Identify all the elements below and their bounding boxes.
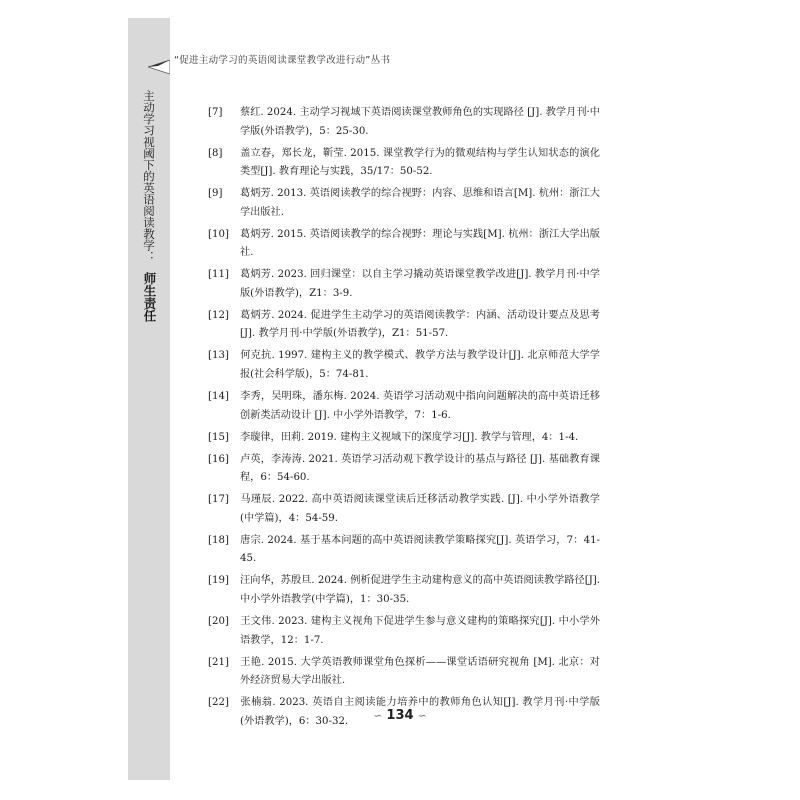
reference-number: [13] bbox=[208, 350, 229, 362]
reference-text: 卢英，李涛涛. 2021. 英语学习活动观下教学设计的基点与路径 [J]. 基础教育课程，6：54-60. bbox=[240, 453, 600, 484]
series-title: “促进主动学习的英语阅读课堂教学改进行动”丛书 bbox=[174, 55, 391, 66]
reference-number: [12] bbox=[208, 309, 229, 321]
reference-item bbox=[208, 429, 600, 448]
book-subtitle: 师生责任 bbox=[142, 272, 157, 323]
sidebar-band bbox=[128, 18, 170, 780]
reference-item bbox=[208, 266, 600, 303]
reference-item bbox=[208, 654, 600, 691]
reference-number: [8] bbox=[208, 147, 223, 159]
page-number-value: 134 bbox=[386, 708, 414, 723]
reference-list bbox=[208, 104, 600, 735]
reference-number: [9] bbox=[208, 188, 223, 200]
reference-item bbox=[208, 307, 600, 344]
reference-item bbox=[208, 451, 600, 488]
reference-item bbox=[208, 491, 600, 528]
reference-item bbox=[208, 532, 600, 569]
reference-number: [18] bbox=[208, 534, 229, 546]
reference-number: [21] bbox=[208, 656, 229, 668]
reference-number: [17] bbox=[208, 494, 229, 506]
reference-text: 葛炳芳. 2013. 英语阅读教学的综合视野：内容、思维和语言[M]. 杭州：浙江大学出版社. bbox=[240, 188, 600, 218]
reference-number: [7] bbox=[208, 107, 223, 118]
reference-number: [15] bbox=[208, 431, 229, 443]
reference-text: 葛炳芳. 2015. 英语阅读教学的综合视野：理论与实践[M]. 杭州：浙江大学出版社. bbox=[240, 228, 600, 259]
reference-item bbox=[208, 185, 600, 222]
reference-text: 李秀，吴明珠，潘东梅. 2024. 英语学习活动观中指向问题解决的高中英语迁移创新类活动设计 [J]. 中小学外语教学，7：1-6. bbox=[240, 391, 600, 421]
reference-number: [11] bbox=[208, 269, 229, 281]
reference-item bbox=[208, 347, 600, 384]
reference-text: 葛炳芳. 2023. 回归课堂：以自主学习撬动英语课堂教学改进[J]. 教学月刊·中学版(外语教学)，Z1：3-9. bbox=[240, 269, 600, 299]
reference-text: 何克抗. 1997. 建构主义的教学模式、教学方法与教学设计[J]. 北京师范大学学报(社会科学版)，5：74-81. bbox=[240, 350, 600, 381]
page-number bbox=[340, 708, 460, 723]
right-ornament-icon: ∽ bbox=[418, 711, 427, 722]
reference-number: [14] bbox=[208, 391, 229, 403]
reference-number: [16] bbox=[208, 453, 229, 465]
reference-text: 蔡红. 2024. 主动学习视域下英语阅读课堂教师角色的实现路径 [J]. 教学月刊·中学版(外语教学)，5：25-30. bbox=[240, 107, 600, 137]
reference-text: 马瑾辰. 2022. 高中英语阅读课堂读后迁移活动教学实践. [J]. 中小学外语教学(中学篇)，4：54-59. bbox=[240, 494, 600, 524]
book-title-vertical bbox=[128, 90, 170, 322]
reference-text: 王文伟. 2023. 建构主义视角下促进学生参与意义建构的策略探究[J]. 中小学外语教学，12：1-7. bbox=[240, 615, 600, 646]
reference-number: [19] bbox=[208, 575, 229, 587]
reference-item bbox=[208, 388, 600, 425]
reference-text: 李璇律，田莉. 2019. 建构主义视域下的深度学习[J]. 教学与管理，4：1-4. bbox=[240, 431, 579, 443]
book-title: 主动学习视阈下的英语阅读教学： bbox=[142, 90, 156, 263]
reference-text: 汪向华，苏殷旦. 2024. 例析促进学生主动建构意义的高中英语阅读教学路径[J]. 中小学外语教学(中学篇)，1：30-35. bbox=[240, 575, 600, 605]
reference-text: 唐宗. 2024. 基于基本问题的高中英语阅读教学策略探究[J]. 英语学习，7：41-45. bbox=[240, 534, 600, 565]
folded-corner-icon bbox=[148, 60, 170, 74]
reference-text: 盖立春，郑长龙，靳莹. 2015. 课堂教学行为的微观结构与学生认知状态的演化类型[J]. 教育理论与实践，35/17：50-52. bbox=[240, 147, 600, 178]
reference-text: 张楠翁. 2023. 英语自主阅读能力培养中的教师角色认知[J]. 教学月刊·中学版(外语教学)，6：30-32. bbox=[240, 697, 600, 727]
reference-number: [20] bbox=[208, 615, 229, 627]
reference-text: 王艳. 2015. 大学英语教师课堂角色探析——课堂话语研究视角 [M]. 北京：对外经济贸易大学出版社. bbox=[240, 656, 600, 687]
reference-item bbox=[208, 104, 600, 141]
reference-number: [22] bbox=[208, 697, 229, 709]
reference-item bbox=[208, 613, 600, 650]
left-ornament-icon: ∽ bbox=[373, 711, 382, 722]
reference-item bbox=[208, 226, 600, 263]
reference-number: [10] bbox=[208, 228, 229, 240]
reference-item bbox=[208, 572, 600, 609]
reference-item bbox=[208, 145, 600, 182]
reference-text: 葛炳芳. 2024. 促进学生主动学习的英语阅读教学：内涵、活动设计要点及思考 [J]. 教学月刊·中学版(外语教学)，Z1：51-57. bbox=[240, 309, 600, 340]
